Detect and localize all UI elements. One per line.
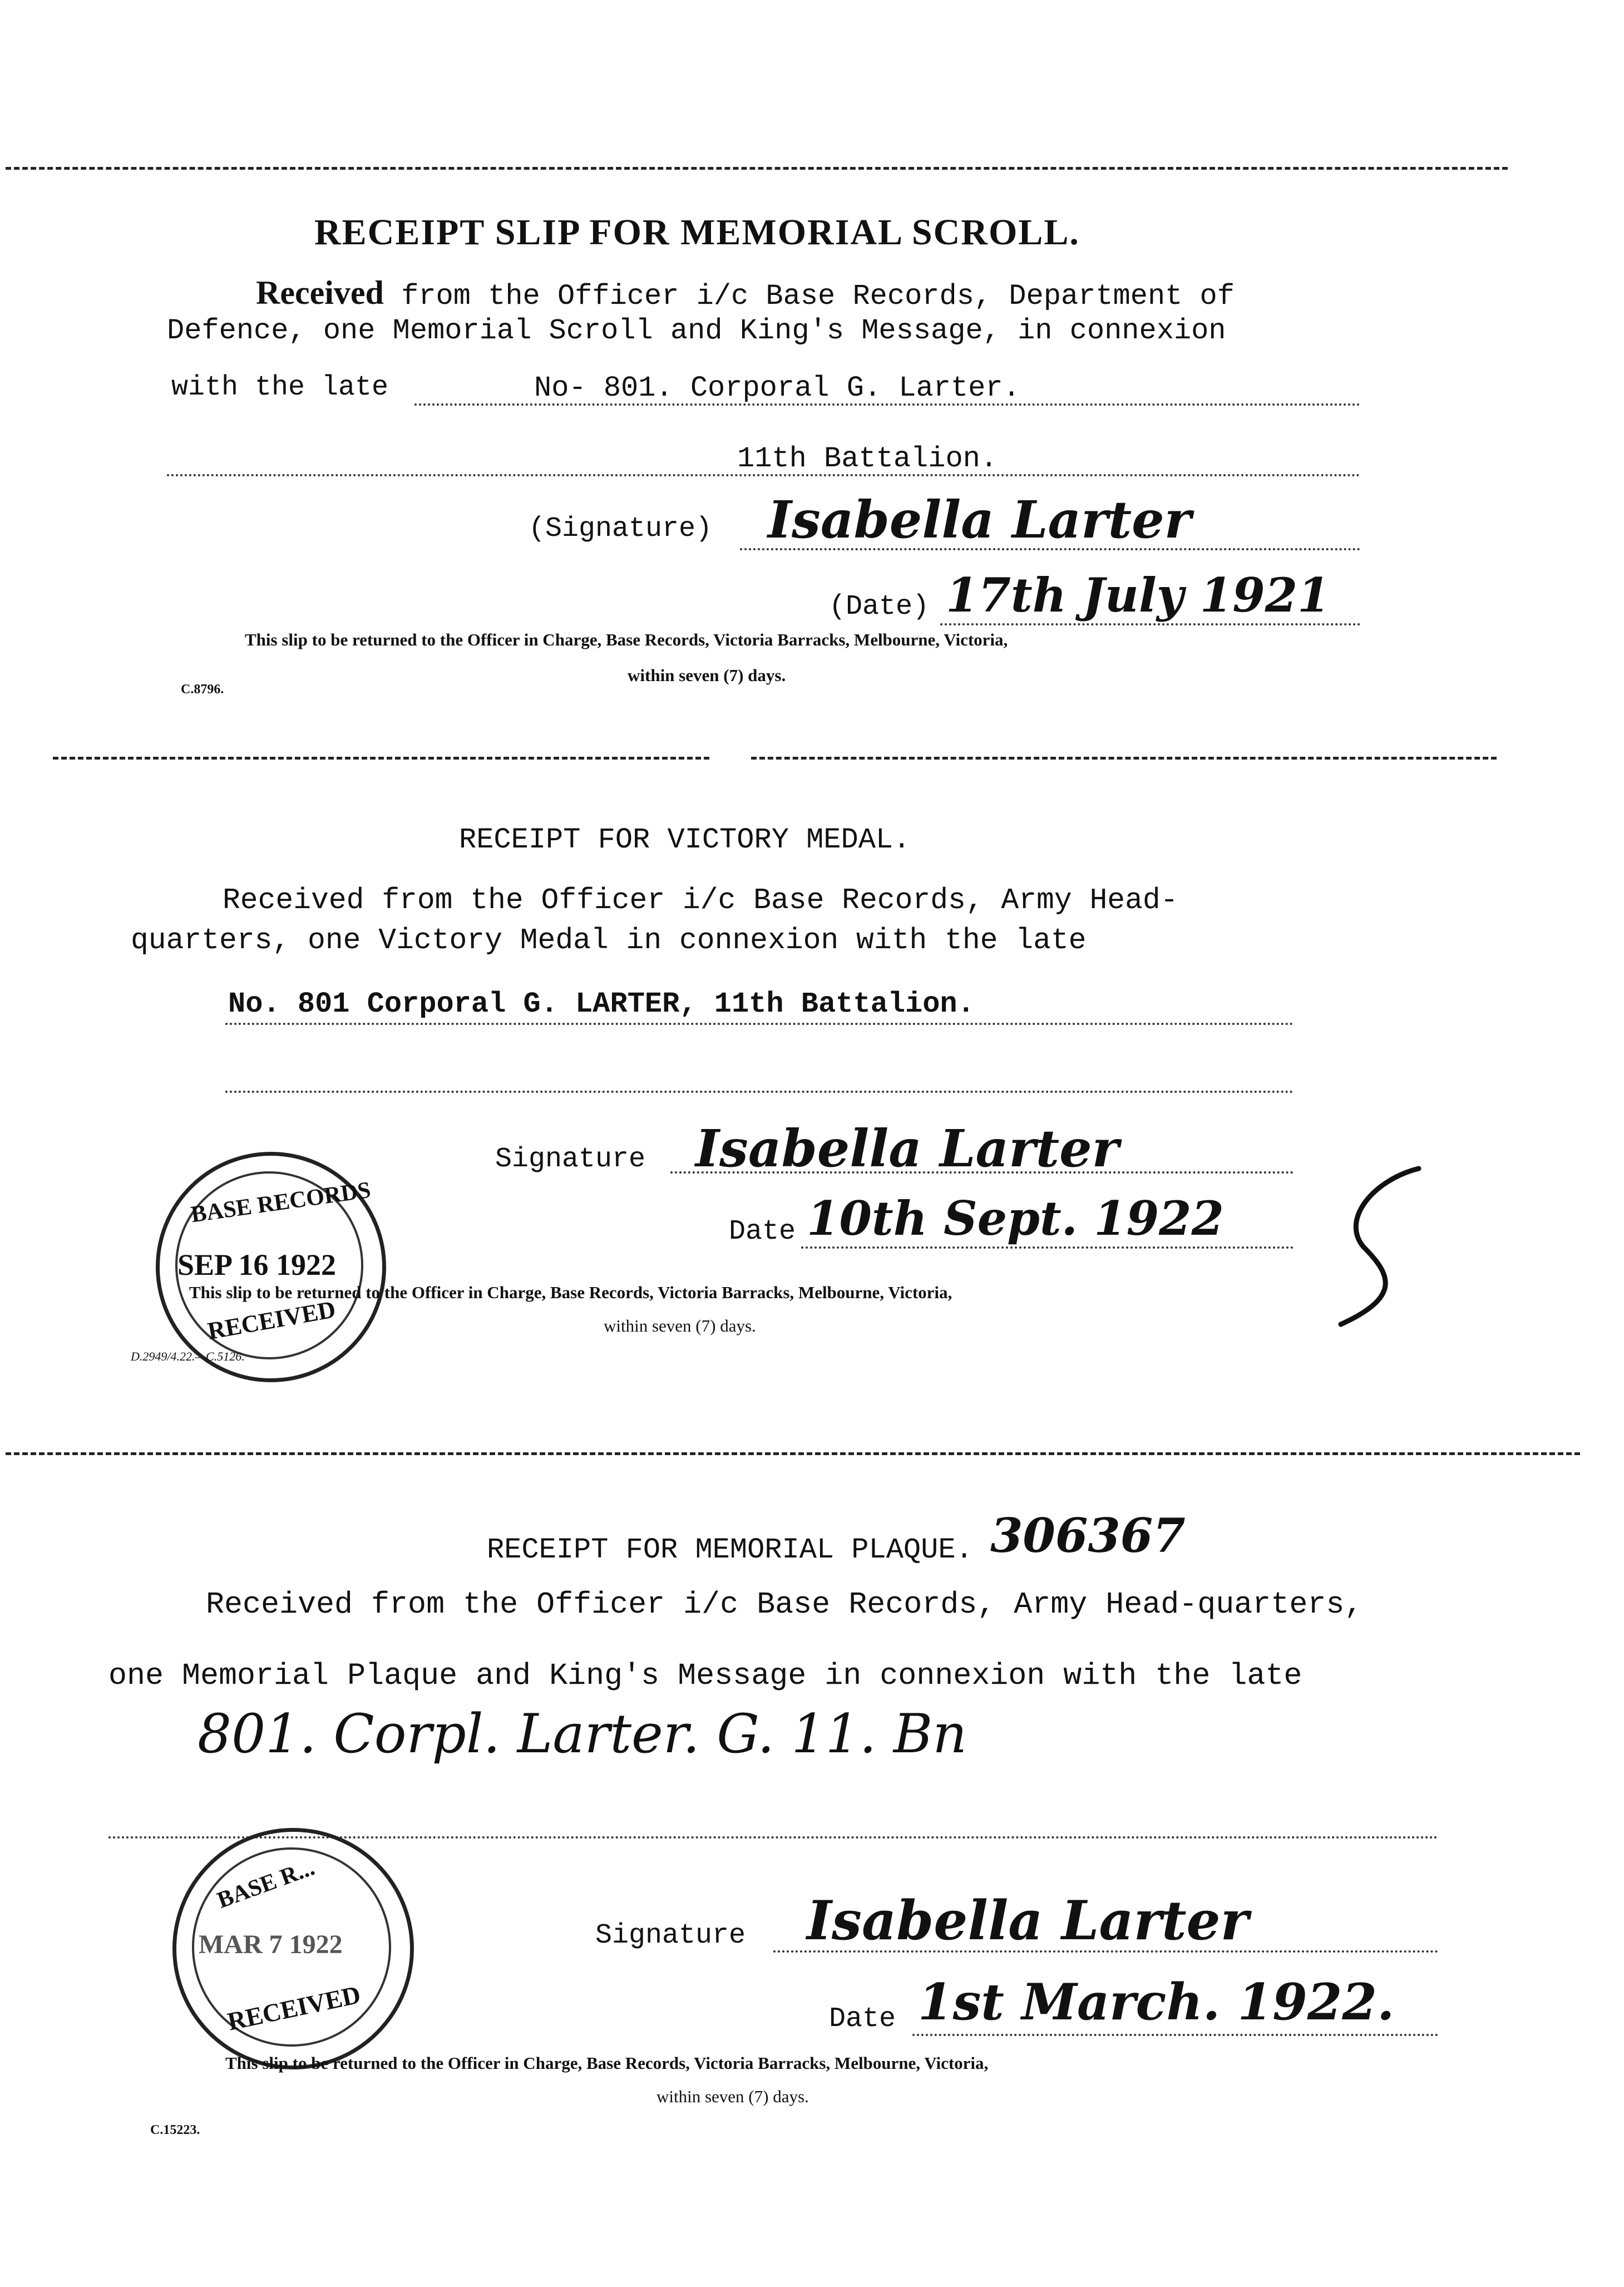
scroll-form-code: C.8796. [181, 682, 224, 697]
plaque-signature-label: Signature [595, 1920, 746, 1951]
plaque-stamp-top: BASE R... [214, 1855, 318, 1914]
received-word: Received [256, 274, 384, 311]
plaque-body-line2: one Memorial Plaque and King's Message in connexion with the late [108, 1658, 1302, 1693]
scroll-title: RECEIPT SLIP FOR MEMORIAL SCROLL. [314, 212, 1080, 253]
plaque-form-code: C.15223. [150, 2123, 200, 2137]
plaque-date-label: Date [829, 2003, 896, 2035]
medal-name-value: No. 801 Corporal G. LARTER, 11th Battalion. [228, 988, 975, 1021]
scroll-body-line1 [256, 274, 1235, 313]
plaque-name-value: 801. Corpl. Larter. G. 11. Bn [198, 1703, 968, 1765]
medal-body-line1: Received from the Officer i/c Base Records, Army Head- [223, 884, 1178, 917]
medal-form-code: D.2949/4.22.—C.5126. [131, 1349, 245, 1363]
scroll-date-rule [940, 623, 1360, 625]
plaque-title-line [487, 1508, 1186, 1569]
scroll-with-label: with the late [171, 372, 389, 403]
scroll-return-line1: This slip to be returned to the Officer in Charge, Base Records, Victoria Barracks, Melbourne, Victoria, [245, 630, 1008, 649]
medal-stamp-top: BASE RECORDS [189, 1177, 373, 1228]
medal-date: 10th Sept. 1922 [807, 1191, 1224, 1246]
plaque-stamp-date: MAR 7 1922 [199, 1930, 343, 1959]
scroll-date-label: (Date) [829, 591, 930, 623]
scroll-name-value: No- 801. Corporal G. Larter. [534, 372, 1020, 405]
medal-return-line1: This slip to be returned to the Officer in Charge, Base Records, Victoria Barracks, Melbourne, Victoria, [189, 1283, 952, 1302]
scroll-unit-value: 11th Battalion. [737, 442, 998, 475]
medal-date-rule [801, 1246, 1294, 1249]
scroll-signature-label: (Signature) [529, 513, 713, 545]
cut-line-2 [6, 1452, 1580, 1455]
medal-stamp-bottom: RECEIVED [205, 1295, 338, 1345]
scroll-date: 17th July 1921 [946, 568, 1330, 623]
scroll-body-text: from the Officer i/c Base Records, Department of [401, 280, 1235, 313]
medal-signature: Isabella Larter [695, 1118, 1119, 1179]
plaque-date-rule [912, 2034, 1438, 2036]
medal-name-rule [225, 1023, 1294, 1025]
medal-signature-label: Signature [495, 1144, 646, 1175]
medal-blank-rule [225, 1091, 1294, 1093]
top-cut-line [6, 167, 1508, 170]
scroll-signature: Isabella Larter [768, 490, 1192, 550]
medal-body-line2: quarters, one Victory Medal in connexion with the late [131, 924, 1087, 957]
scroll-return-line2: within seven (7) days. [628, 666, 786, 685]
plaque-body-line1: Received from the Officer i/c Base Records, Army Head-quarters, [206, 1587, 1363, 1622]
plaque-received-stamp [172, 1828, 414, 2069]
scroll-body-line2: Defence, one Memorial Scroll and King's Message, in connexion [167, 314, 1226, 347]
handwritten-mark [1307, 1157, 1435, 1335]
cut-line-1b [751, 757, 1497, 760]
plaque-return-line1: This slip to be returned to the Officer in Charge, Base Records, Victoria Barracks, Melbourne, Victoria, [225, 2053, 989, 2073]
medal-title: RECEIPT FOR VICTORY MEDAL. [459, 824, 911, 856]
medal-received-stamp [156, 1152, 386, 1382]
medal-return-line2: within seven (7) days. [604, 1316, 756, 1335]
cut-line-1a [53, 757, 709, 760]
medal-date-label: Date [729, 1216, 796, 1248]
plaque-signature: Isabella Larter [807, 1889, 1249, 1952]
plaque-title: RECEIPT FOR MEMORIAL PLAQUE. [487, 1534, 973, 1566]
plaque-date: 1st March. 1922. [918, 1973, 1395, 2032]
medal-stamp-date: SEP 16 1922 [177, 1248, 337, 1281]
plaque-stamp-bottom: RECEIVED [225, 1980, 363, 2036]
plaque-return-line2: within seven (7) days. [656, 2087, 809, 2106]
plaque-number: 306367 [990, 1508, 1186, 1563]
